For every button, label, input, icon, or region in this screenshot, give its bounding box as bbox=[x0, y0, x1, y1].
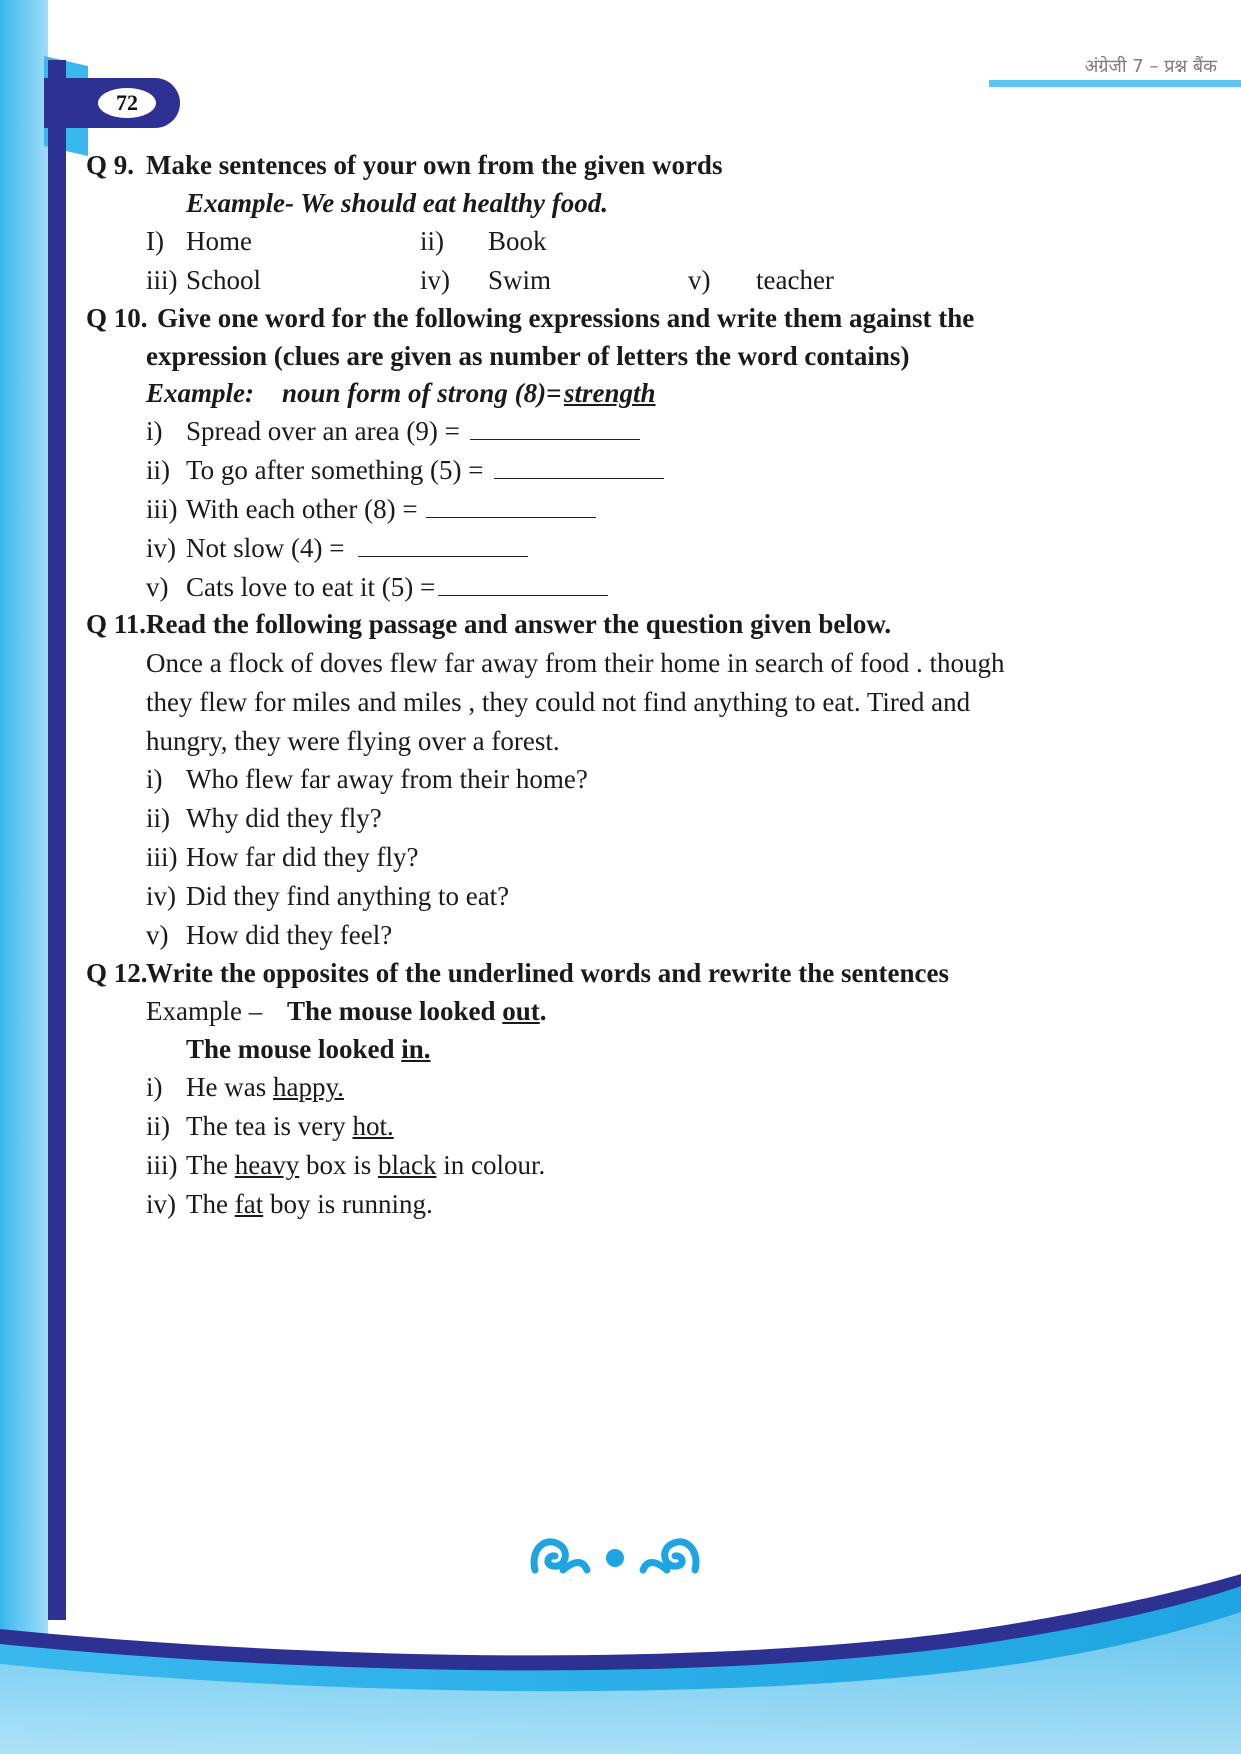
q9-item-num: ii) bbox=[420, 226, 444, 256]
q12-label: Q 12. bbox=[86, 958, 148, 988]
sentence-text: The bbox=[186, 1189, 235, 1219]
q10-item-num: ii) bbox=[146, 455, 170, 485]
q10-example-label: Example: bbox=[146, 378, 254, 408]
answer-blank[interactable] bbox=[470, 416, 640, 447]
sentence-text: in colour. bbox=[436, 1150, 546, 1180]
q10-example-text: noun form of strong (8)= bbox=[282, 378, 562, 408]
answer-blank[interactable] bbox=[426, 494, 596, 525]
q10-item-text: Not slow (4) = bbox=[186, 533, 345, 563]
q9-label: Q 9. bbox=[86, 150, 135, 180]
q11-item-text: Did they find anything to eat? bbox=[186, 881, 510, 911]
answer-blank[interactable] bbox=[494, 455, 664, 486]
q12-example-line1-post: . bbox=[539, 996, 547, 1026]
q10-prompt-line1: Give one word for the following expressions and write them against the bbox=[157, 303, 975, 333]
q12-item-sentence bbox=[186, 1189, 433, 1220]
q12-example-line1-underlined: out bbox=[502, 996, 540, 1026]
q9-item-text: teacher bbox=[756, 265, 834, 295]
q9-item-text: Book bbox=[488, 226, 547, 256]
q9-item-num: I) bbox=[146, 226, 164, 256]
ornament-icon bbox=[525, 1530, 705, 1580]
q9-prompt: Make sentences of your own from the given words bbox=[146, 150, 723, 180]
q9-item-text: School bbox=[186, 265, 262, 295]
q11-item-num: iii) bbox=[146, 842, 178, 872]
q12-prompt: Write the opposites of the underlined words and rewrite the sentences bbox=[146, 958, 949, 988]
sentence-text: The tea is very bbox=[186, 1111, 353, 1141]
q9-item-text: Home bbox=[186, 226, 252, 256]
q10-label: Q 10. bbox=[86, 303, 148, 333]
q12-example-line1-pre: The mouse looked bbox=[287, 996, 503, 1026]
answer-blank[interactable] bbox=[438, 572, 608, 603]
running-header: अंग्रेजी 7 – प्रश्न बैंक bbox=[1084, 56, 1217, 77]
q12-example-line1 bbox=[287, 996, 547, 1027]
q11-item-num: iv) bbox=[146, 881, 176, 911]
q12-example-line2-underlined: in. bbox=[401, 1034, 431, 1064]
q9-item-num: v) bbox=[688, 265, 711, 295]
q11-item-num: i) bbox=[146, 764, 163, 794]
underlined-word: happy. bbox=[272, 1072, 344, 1102]
q12-example-label: Example – bbox=[146, 996, 263, 1026]
bottom-wave bbox=[0, 1574, 1241, 1754]
q10-item-text: Cats love to eat it (5) = bbox=[186, 572, 436, 602]
q9-example: Example- We should eat healthy food. bbox=[186, 188, 609, 218]
q9-item-num: iii) bbox=[146, 265, 178, 295]
q11-item-text: How did they feel? bbox=[186, 920, 393, 950]
q10-example-answer: strength bbox=[564, 378, 656, 408]
sentence-text: box is bbox=[299, 1150, 378, 1180]
q11-item-text: Why did they fly? bbox=[186, 803, 382, 833]
q11-item-num: ii) bbox=[146, 803, 170, 833]
q10-item-num: iv) bbox=[146, 533, 176, 563]
q12-item-num: ii) bbox=[146, 1111, 170, 1141]
sentence-text: boy is running. bbox=[263, 1189, 433, 1219]
q12-example-line2 bbox=[186, 1034, 431, 1065]
q11-item-text: How far did they fly? bbox=[186, 842, 419, 872]
q12-item-num: iii) bbox=[146, 1150, 178, 1180]
left-margin-stripe bbox=[48, 60, 66, 1620]
q11-passage-line: they flew for miles and miles , they could not find anything to eat. Tired and bbox=[146, 687, 971, 717]
underlined-word: heavy bbox=[234, 1150, 300, 1180]
q12-item-sentence bbox=[186, 1072, 344, 1103]
q11-item-text: Who flew far away from their home? bbox=[186, 764, 588, 794]
header-bar bbox=[989, 80, 1241, 87]
q12-item-sentence bbox=[186, 1111, 394, 1142]
q10-item-num: v) bbox=[146, 572, 169, 602]
q9-item-num: iv) bbox=[420, 265, 450, 295]
underlined-word: fat bbox=[234, 1189, 264, 1219]
q10-item-text: With each other (8) = bbox=[186, 494, 418, 524]
q11-passage-line: Once a flock of doves flew far away from their home in search of food . though bbox=[146, 648, 1005, 678]
left-margin-band bbox=[0, 0, 48, 1754]
underlined-word: black bbox=[377, 1150, 437, 1180]
underlined-word: hot. bbox=[352, 1111, 394, 1141]
q10-item-num: iii) bbox=[146, 494, 178, 524]
q10-item-num: i) bbox=[146, 416, 163, 446]
answer-blank[interactable] bbox=[358, 533, 528, 564]
q10-item-text: To go after something (5) = bbox=[186, 455, 484, 485]
page-number: 72 bbox=[98, 88, 156, 118]
q11-label: Q 11. bbox=[86, 609, 147, 639]
q10-item-text: Spread over an area (9) = bbox=[186, 416, 460, 446]
q10-prompt-line2: expression (clues are given as number of letters the word contains) bbox=[146, 341, 910, 371]
q12-example-line2-pre: The mouse looked bbox=[186, 1034, 402, 1064]
q11-passage-line: hungry, they were flying over a forest. bbox=[146, 726, 560, 756]
sentence-text: The bbox=[186, 1150, 235, 1180]
q12-item-num: i) bbox=[146, 1072, 163, 1102]
q11-prompt: Read the following passage and answer the question given below. bbox=[146, 609, 892, 639]
q9-item-text: Swim bbox=[488, 265, 552, 295]
q12-item-num: iv) bbox=[146, 1189, 176, 1219]
q12-item-sentence bbox=[186, 1150, 545, 1181]
sentence-text: He was bbox=[186, 1072, 273, 1102]
q11-item-num: v) bbox=[146, 920, 169, 950]
